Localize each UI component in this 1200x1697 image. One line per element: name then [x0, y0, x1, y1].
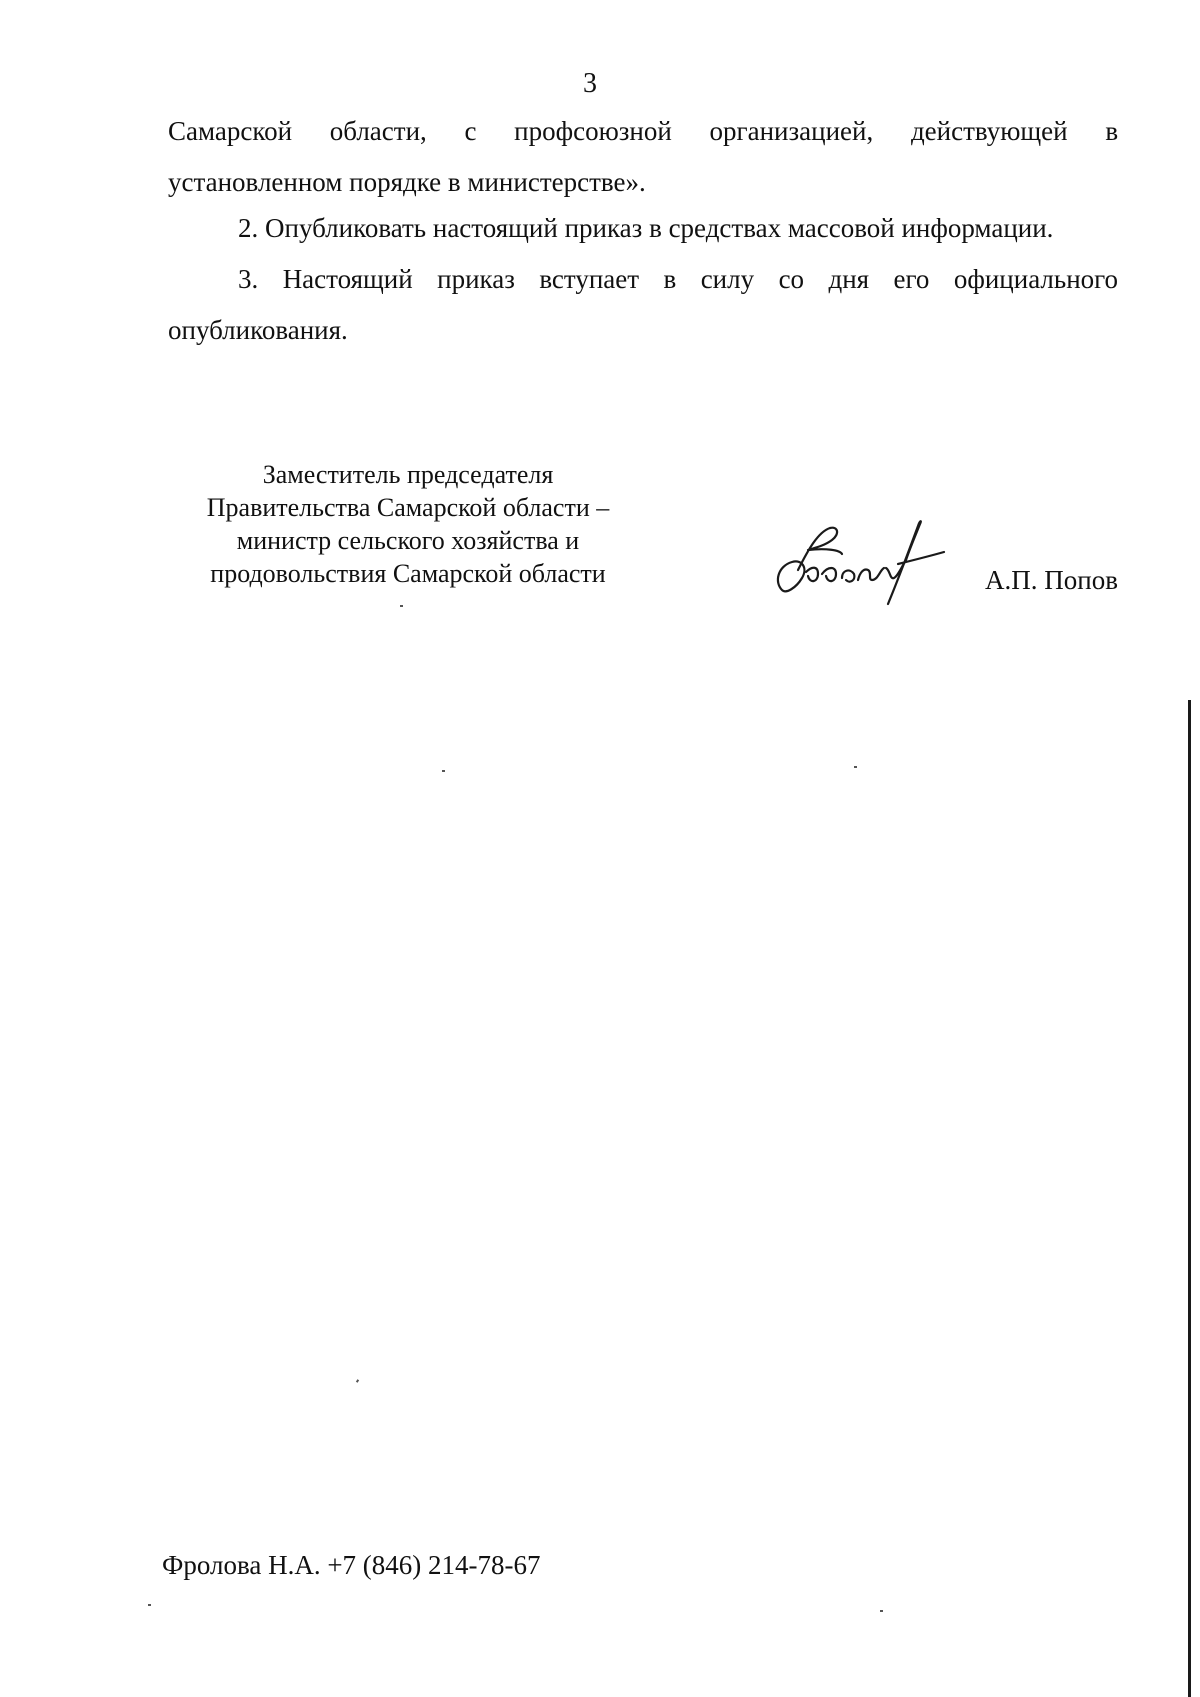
scan-speck [400, 605, 403, 607]
word: приказ [437, 264, 515, 294]
word: действующей [910, 116, 1068, 146]
word: области, [329, 116, 427, 146]
word: Самарской [168, 116, 293, 146]
word: официального [953, 264, 1119, 294]
paragraph-3-line-1 [168, 254, 1118, 305]
paragraph-2-text: 2. Опубликовать настоящий приказ в средствах массовой информации. [238, 213, 1054, 243]
word: организацией, [709, 116, 874, 146]
word: его [893, 264, 930, 294]
scan-edge-line [1188, 700, 1191, 1697]
signatory-title-line: министр сельского хозяйства и [236, 526, 580, 555]
signatory-title-line: продовольствия Самарской области [210, 559, 606, 588]
paragraph-3 [168, 254, 1118, 356]
paragraph-1-line-1 [168, 106, 1118, 157]
paragraph-1 [168, 106, 1118, 208]
signatory-name: А.П. Попов [985, 565, 1118, 595]
paragraph-3-line-2: опубликования. [168, 315, 348, 345]
signature-block [168, 458, 1118, 618]
word: в [663, 264, 677, 294]
word: со [778, 264, 805, 294]
signatory-title [188, 458, 628, 590]
word: 3. [238, 264, 259, 294]
word: силу [700, 264, 755, 294]
word: в [1105, 116, 1119, 146]
handwritten-signature [768, 510, 948, 606]
scan-speck [442, 770, 445, 772]
paragraph-1-line-2: установленном порядке в министерстве». [168, 167, 646, 197]
signatory-title-line: Правительства Самарской области – [206, 493, 610, 522]
word: с [464, 116, 477, 146]
scan-speck [854, 766, 857, 768]
page-number: 3 [583, 68, 597, 99]
scan-speck [356, 1379, 359, 1383]
word: дня [828, 264, 870, 294]
word: Настоящий [282, 264, 413, 294]
scan-speck [148, 1604, 151, 1606]
scan-speck [880, 1610, 883, 1612]
paragraph-2 [168, 203, 1118, 254]
signatory-title-line: Заместитель председателя [262, 460, 554, 489]
word: профсоюзной [514, 116, 672, 146]
word: вступает [539, 264, 640, 294]
contact-info: Фролова Н.А. +7 (846) 214-78-67 [162, 1550, 541, 1580]
